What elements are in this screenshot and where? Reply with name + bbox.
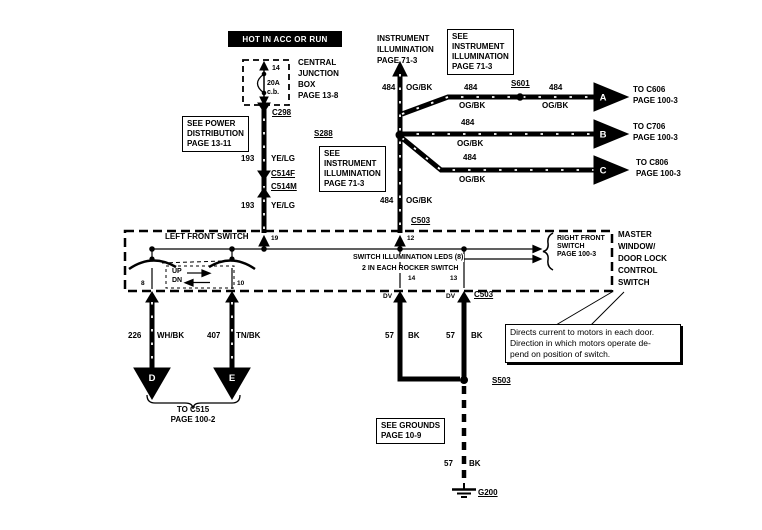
right-front-switch-ref: RIGHT FRONT xyxy=(557,235,605,242)
to-right-switch-arrow-icon xyxy=(533,256,541,263)
fuse-number: 14 xyxy=(272,65,280,72)
master-switch-title: WINDOW/ xyxy=(618,242,656,251)
color-bk-label: BK xyxy=(469,459,481,468)
connector-c514f-symbol xyxy=(258,171,270,180)
dest-c515-page: PAGE 100-2 xyxy=(170,415,216,424)
connector-c514m-label: C514M xyxy=(271,182,297,191)
pin-10-label: 10 xyxy=(237,280,245,287)
cjb-label: JUNCTION xyxy=(298,69,339,78)
master-switch-title: DOOR LOCK xyxy=(618,254,667,263)
color-ogbk-label: OG/BK xyxy=(406,83,433,92)
color-bk-label: BK xyxy=(408,331,420,340)
hot-in-acc-banner: HOT IN ACC OR RUN xyxy=(228,31,342,47)
circuit-226-label: 226 xyxy=(128,331,142,340)
ref-line: INSTRUMENT xyxy=(324,159,377,168)
note-line: Direction in which motors operate de- xyxy=(510,338,651,348)
ref-line: SEE xyxy=(324,149,341,158)
up-arrow-icon xyxy=(202,270,210,277)
splice-s288-dot xyxy=(396,131,404,139)
function-note-box xyxy=(505,324,681,363)
fuse-symbol xyxy=(243,60,289,105)
cjb-label: CENTRAL xyxy=(298,58,337,67)
arrow-a-letter: A xyxy=(599,92,607,104)
led-note-line: SWITCH ILLUMINATION LEDS (8) xyxy=(353,254,464,261)
illum-dest-page-ref: PAGE 71-3 xyxy=(377,56,418,65)
dest-c806-label: TO C806 xyxy=(636,158,669,167)
color-ogbk-label: OG/BK xyxy=(459,175,486,184)
pin-12-label: 12 xyxy=(407,235,415,242)
note-pointer-lines xyxy=(556,292,624,325)
color-whbk-label: WH/BK xyxy=(157,331,185,340)
dv-label: DV xyxy=(383,293,393,300)
master-switch-title: MASTER xyxy=(618,230,652,239)
color-bk-label: BK xyxy=(471,331,483,340)
exit-wires xyxy=(134,292,476,497)
ref-line: DISTRIBUTION xyxy=(187,129,244,138)
dest-c515-label: TO C515 xyxy=(176,405,210,414)
ref-line: PAGE 71-3 xyxy=(452,62,493,71)
ref-line: SEE xyxy=(452,32,469,41)
pin-8-connector-symbol xyxy=(146,292,158,302)
master-switch-title: CONTROL xyxy=(618,266,658,275)
circuit-484-label: 484 xyxy=(463,153,477,162)
arrow-d-letter: D xyxy=(148,373,156,384)
pin-13-connector-symbol xyxy=(458,292,470,302)
splice-s503-label: S503 xyxy=(492,376,511,385)
ref-line: PAGE 10-9 xyxy=(381,431,422,440)
connector-c503-label: C503 xyxy=(411,216,431,225)
color-tnbk-label: TN/BK xyxy=(236,331,261,340)
right-front-switch-page: PAGE 100-3 xyxy=(557,251,597,258)
left-front-switch-label: LEFT FRONT SWITCH xyxy=(165,232,249,241)
note-line: pend on position of switch. xyxy=(510,349,611,359)
pin-19-connector-symbol xyxy=(259,236,269,246)
arrow-e-letter: E xyxy=(228,373,236,384)
circuit-407-label: 407 xyxy=(207,331,221,340)
see-instrument-illumination-box xyxy=(447,29,514,75)
ref-line: PAGE 71-3 xyxy=(324,179,365,188)
dn-arrow-icon xyxy=(185,280,193,287)
led-note-line: 2 IN EACH ROCKER SWITCH xyxy=(362,265,459,272)
dest-c606-page: PAGE 100-3 xyxy=(633,96,678,105)
fuse-type: c.b. xyxy=(267,89,280,96)
illum-dest-label: ILLUMINATION xyxy=(377,45,434,54)
to-right-switch-arrow-icon xyxy=(533,246,541,253)
circuit-484-label: 484 xyxy=(380,196,394,205)
dn-label: DN xyxy=(172,277,183,284)
splice-s601-label: S601 xyxy=(511,79,530,88)
splice-s601-dot xyxy=(517,94,523,100)
arrow-b-letter: B xyxy=(599,129,607,141)
cjb-page-ref: PAGE 13-8 xyxy=(298,91,339,100)
see-instrument-illumination-box xyxy=(319,146,386,192)
circuit-484-label: 484 xyxy=(382,83,396,92)
circuit-57-label: 57 xyxy=(446,331,455,340)
connector-c298-label: C298 xyxy=(272,108,292,117)
master-switch-title: SWITCH xyxy=(618,278,650,287)
circuit-57-label: 57 xyxy=(444,459,453,468)
color-ogbk-label: OG/BK xyxy=(459,101,486,110)
rocker-switch-contact xyxy=(209,260,255,269)
dv-label: DV xyxy=(446,293,456,300)
pin-8-label: 8 xyxy=(141,280,145,287)
ref-line: ILLUMINATION xyxy=(324,169,381,178)
color-ogbk-label: OG/BK xyxy=(457,139,484,148)
pin-19-label: 19 xyxy=(271,235,279,242)
note-line: Directs current to motors in each door. xyxy=(510,327,655,337)
see-grounds-ref-box xyxy=(376,418,445,444)
pin-12-connector-symbol xyxy=(395,236,405,246)
circuit-484-label: 484 xyxy=(461,118,475,127)
ground-g200-label: G200 xyxy=(478,488,498,497)
color-ogbk-label: OG/BK xyxy=(406,196,433,205)
ref-line: SEE POWER xyxy=(187,119,236,128)
ref-line: INSTRUMENT xyxy=(452,42,505,51)
rocker-switch-contact xyxy=(129,260,176,269)
fuse-rating: 20A xyxy=(267,80,280,87)
dest-c806-page: PAGE 100-3 xyxy=(636,169,681,178)
dest-c606-label: TO C606 xyxy=(633,85,666,94)
pin-14-connector-symbol xyxy=(394,292,406,302)
splice-s503-dot xyxy=(461,377,468,384)
connector-c298-symbol xyxy=(258,103,270,112)
connector-c514m-symbol xyxy=(258,188,270,197)
cjb-label: BOX xyxy=(298,80,316,89)
ref-line: SEE GROUNDS xyxy=(381,421,441,430)
connector-c503-label: C503 xyxy=(474,290,494,299)
dest-c706-label: TO C706 xyxy=(633,122,666,131)
dest-c706-page: PAGE 100-3 xyxy=(633,133,678,142)
connector-c514f-label: C514F xyxy=(271,169,296,178)
up-label: UP xyxy=(172,268,182,275)
bracket-icon xyxy=(543,233,553,270)
color-yelg-label: YE/LG xyxy=(271,154,296,163)
ground-symbol xyxy=(452,483,476,497)
hot-feed-wire xyxy=(258,103,270,249)
splice-s288-label: S288 xyxy=(314,129,333,138)
color-yelg-label: YE/LG xyxy=(271,201,296,210)
ref-line: ILLUMINATION xyxy=(452,52,509,61)
ref-line: PAGE 13-11 xyxy=(187,139,232,148)
right-front-switch-ref: SWITCH xyxy=(557,243,585,250)
circuit-57-label: 57 xyxy=(385,331,394,340)
arrow-c-letter: C xyxy=(599,165,607,177)
color-ogbk-label: OG/BK xyxy=(542,101,569,110)
circuit-193-label: 193 xyxy=(241,201,255,210)
circuit-484-label: 484 xyxy=(464,83,478,92)
circuit-484-label: 484 xyxy=(549,83,563,92)
pin-13-label: 13 xyxy=(450,275,458,282)
illum-dest-label: INSTRUMENT xyxy=(377,34,430,43)
pin-14-label: 14 xyxy=(408,275,416,282)
pin-10-connector-symbol xyxy=(226,292,238,302)
power-distribution-ref-box xyxy=(182,116,249,152)
circuit-193-label: 193 xyxy=(241,154,255,163)
